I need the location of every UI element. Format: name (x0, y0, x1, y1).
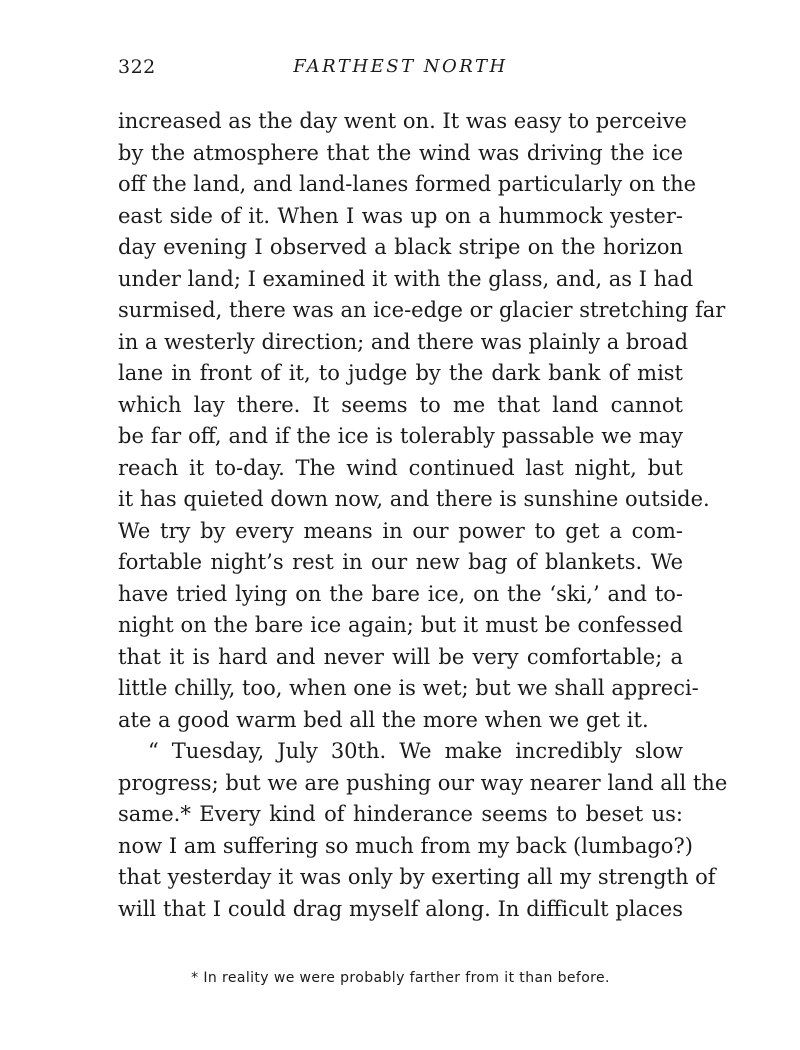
text-line: increased as the day went on. It was easy to perceive (118, 109, 687, 133)
text-line: in a westerly direction; and there was plainly a broad (118, 329, 689, 354)
text-line: now I am suffering so much from my back (lumbago?) (118, 833, 693, 858)
text-line: that it is hard and never will be very comfortable; a (118, 644, 683, 669)
text-line: “ Tuesday, July 30th. We make incredibly slow (148, 739, 683, 763)
text-line: night on the bare ice again; but it must be confessed (118, 613, 683, 637)
text-line: day evening I observed a black stripe on the horizon (118, 235, 683, 259)
text-line: under land; I examined it with the glass, and, as I had (118, 266, 694, 291)
text-line: lane in front of it, to judge by the dark bank of mist (118, 361, 683, 385)
text-line: ate a good warm bed all the more when we get it. (118, 707, 649, 732)
text-line: will that I could drag myself along. In difficult places (118, 896, 683, 921)
text-line: surmised, there was an ice-edge or glacier stretching far (118, 298, 726, 322)
text-line: be far off, and if the ice is tolerably passable we may (118, 424, 683, 448)
text-line: that yesterday it was only by exerting all my strength of (118, 865, 716, 889)
text-line: off the land, and land-lanes formed particularly on the (118, 172, 697, 196)
text-line: little chilly, too, when one is wet; but we shall appreci- (118, 676, 699, 700)
body-text (118, 106, 728, 925)
text-line: east side of it. When I was up on a hummock yester- (118, 203, 683, 228)
text-line: progress; but we are pushing our way nearer land all the (118, 770, 728, 795)
text-line: have tried lying on the bare ice, on the ‘ski,’ and to- (118, 581, 683, 606)
footnote: * In reality we were probably farther from it than before. (191, 970, 610, 986)
page-header (118, 56, 683, 86)
text-line: by the atmosphere that the wind was driving the ice (118, 140, 683, 165)
text-line: reach it to-day. The wind continued last night, but (118, 455, 683, 480)
running-title: FARTHEST NORTH (293, 56, 508, 77)
page-number: 322 (118, 56, 156, 78)
text-line: We try by every means in our power to get a com- (118, 518, 683, 543)
text-line: same.* Every kind of hinderance seems to beset us: (118, 802, 683, 826)
text-line: fortable night’s rest in our new bag of blankets. We (118, 550, 683, 574)
text-line: it has quieted down now, and there is sunshine outside. (118, 487, 710, 511)
text-line: which lay there. It seems to me that land cannot (118, 392, 683, 417)
